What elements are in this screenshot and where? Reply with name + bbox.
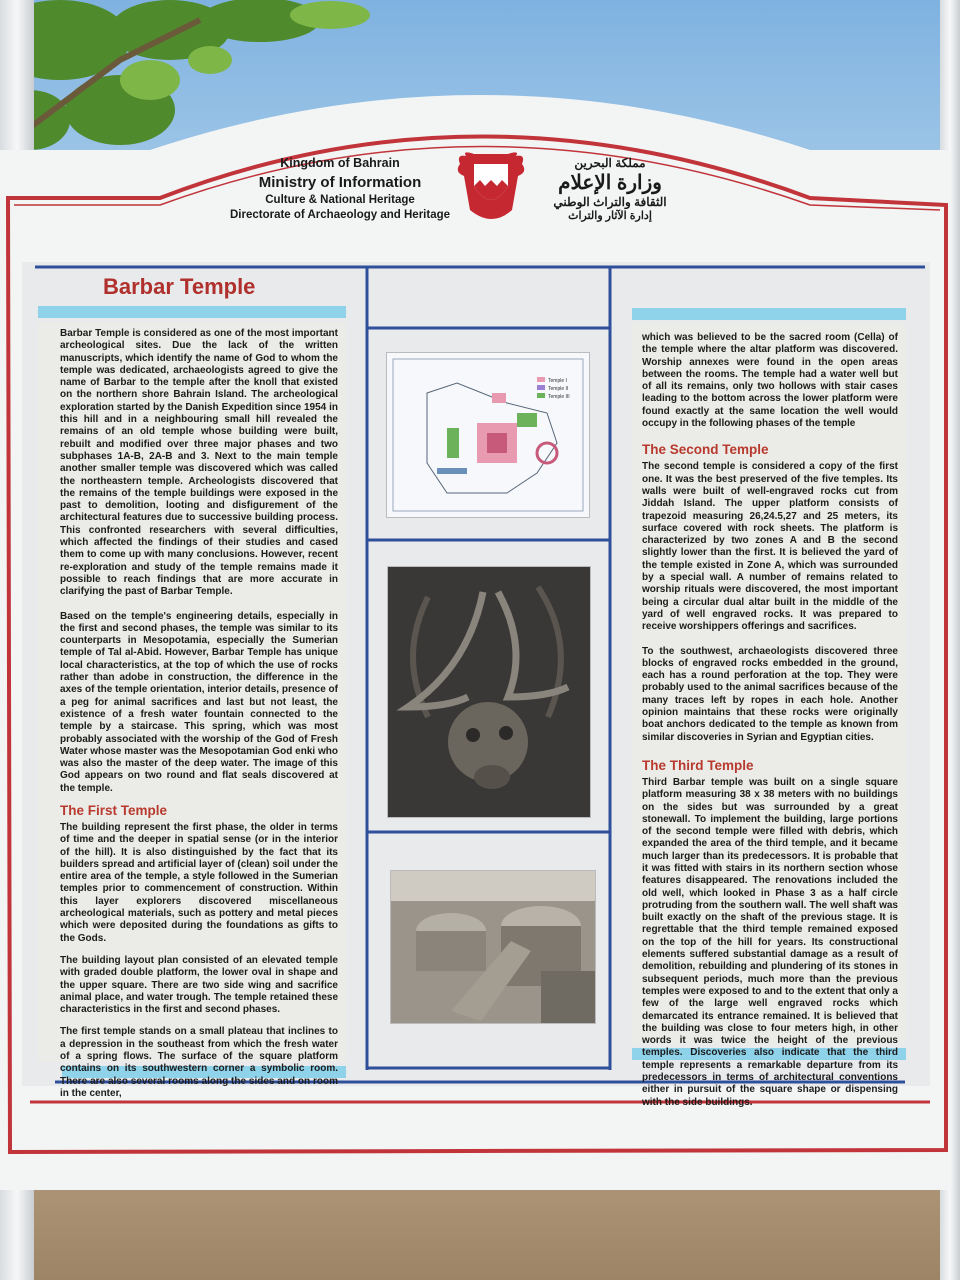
- legend-temple-iii: Temple III: [548, 394, 570, 400]
- intro-paragraph: Barbar Temple is considered as one of the most important archeological sites. Due the lack of the written manuscripts, which identify the name of God to whom the temple was dedicated, archaeologists agreed to give the name of Barbar to the temple after the knoll that existed on the northern shore Bahrain Island. The archeological exploration started by the Danish Expedition since 1954 in this hill and in a neighbouring small hill revealed the remains of an old temple whose building were built, rebuilt and modified over three major phases and two subphases 1A-B, 2A-B and 3. Next to the main temple another smaller temple was discovered which was called the northeastern temple. Archeologists discovered that the remains of the temple buildings were exposed in the past to demolition, looting and disfigurement of the architectural features due to successive building process. This confronted researchers with several difficulties, which affected the findings of their studies and cased them to come up with many conclusions. However, recent re-exploration and study of the temple remains made it possible to reach findings that are more accurate in clarifying the past of Barbar Temple.: [60, 328, 338, 598]
- site-plan-drawing: [387, 353, 589, 517]
- first-temple-heading: The First Temple: [60, 802, 168, 818]
- accent-bar: [38, 306, 346, 318]
- header-kingdom: Kingdom of Bahrain: [280, 156, 400, 170]
- cella-paragraph: which was believed to be the sacred room (Cella) of the temple where the altar platform was discovered. Worship annexes were found in the open areas between the rooms. The temple had a water well but of all its remains, only two hollows with stair cases leading to the bottom across the lower platform were found exactly at the same location the well would occupy in the following phases of the temple: [642, 332, 898, 430]
- header-en: [220, 156, 460, 221]
- third-temple-heading: The Third Temple: [642, 757, 754, 773]
- right-text-panel: [632, 324, 906, 1108]
- bull-head-photo: [387, 566, 591, 818]
- header-ar: [530, 156, 690, 222]
- accent-bar: [632, 308, 906, 320]
- left-text-panel: [38, 322, 346, 1099]
- header-ar-culture: الثقافة والتراث الوطني: [553, 195, 667, 209]
- page-title: Barbar Temple: [103, 274, 256, 299]
- bahrain-emblem: [452, 150, 530, 230]
- second-temple-heading: The Second Temple: [642, 442, 769, 458]
- first-temple-p2: The building layout plan consisted of an elevated temple with graded double platform, the lower oval in shape and the upper square. There are two side wing and sacrifice animal place, and water trough. The temple retained these characteristics in the first and second phases.: [60, 954, 338, 1016]
- site-plan-image: [386, 352, 590, 518]
- legend-temple-ii: Temple II: [548, 386, 569, 392]
- second-temple-p2: To the southwest, archaeologists discovered three blocks of engraved rocks embedded in the ground, each has a round perforation at the top. They were probably used to the animal sacrifices because of the many traces left by ropes in each hole. Another opinion maintains that these rocks were originally boat anchors dedicated to the temple as known from similar discoveries in Syrian and Egyptian cities.: [642, 645, 898, 743]
- excavation-drawing: [391, 871, 595, 1023]
- bull-head-drawing: [388, 567, 590, 817]
- legend-temple-i: Temple I: [548, 378, 567, 384]
- first-temple-p1: The building represent the first phase, the older in terms of time and the deeper in spatial sense (or in the interior of the hill). It is also distinguished by the fact that its builders spread and artificial layer of (clean) soil under the entire area of the temple, a style followed in the Sumerian temples prior to commencement of construction. Within this layer explorers discovered miscellaneous archeological materials, such as pottery and metal pieces which were deposited during the foundations as gifts to the Gods.: [60, 821, 338, 944]
- header-directorate: Directorate of Archaeology and Heritage: [229, 209, 451, 221]
- third-temple-p1: Third Barbar temple was built on a single square platform measuring 38 x 38 meters with no buildings on the sides but was surrounded by a great stonewall. To implement the building, large portions of the second temple were filled with debris, which expanded the area of the third temple, and it became much larger than its predecessors. It is probable that it was fitted with stairs in its northern section whose features disappeared. The renovations included the old well, which looked in Phase 3 as a half circle protruding from the southern wall. The well shaft was built exactly on the shaft of the previous stage. It is regrettable that the third temple remained exposed on the top of the hill for years. Its constructional elements suffered substantial damage as a result of demolition, rebuilding and plundering of its stones in subsequent periods, much more than the previous temples were exposed to and to the extent that only a few of the large well engraved rocks which demarcated its entrance remained. It is believed that the building was close to four meters high, in other words it was twice the height of the previous temples. Discoveries also indicate that the third temple represents a remarkable departure from its predecessors in terms of architectural conventions either in pursuit of the square shape or dispensing with the side buildings.: [642, 776, 898, 1108]
- header-ar-kingdom: مملكة البحرين: [574, 156, 646, 170]
- header-ministry: Ministry of Information: [258, 174, 422, 191]
- header-ar-directorate: إدارة الآثار والتراث: [568, 210, 652, 222]
- engineering-paragraph: Based on the temple's engineering details, especially in the first and second phases, the temple was similar to its counterparts in Mesopotamia, especially the Sumerian temple of Tal al-Abid. However, Barbar Temple has unique local characteristics, at the top of which the use of rocks rather than adobe in construction, the difference in the axes of the temple orientation, interior details, presence of a peg for animal sacrifices and last but not least, the existence of a fresh water fountain connected to the temple by a staircase. This spring, which was most probably associated with the worship of the God of Fresh Water whose master was the Mesopotamian God enki who was also the master of the deep water. The image of this God appears on two round and flat seals discovered at the temple.: [60, 610, 338, 794]
- header-ar-ministry: وزارة الإعلام: [558, 172, 662, 194]
- header-culture: Culture & National Heritage: [265, 194, 415, 206]
- first-temple-p3: The first temple stands on a small plateau that inclines to a depression in the southeast from which the fresh water of a spring flows. The surface of the square platform contains on its southwestern corner a symbolic room. There are also several rooms along the sides and on room in the center,: [60, 1026, 338, 1099]
- excavation-photo: [390, 870, 596, 1024]
- second-temple-p1: The second temple is considered a copy of the first one. It was the best preserved of the five temples. Its walls were built of well-engraved rocks cut from Jiddah Island. The upper platform consists of trapezoid measuring 26,24.5,27 and 25 meters, its surface covered with rock sheets. The platform is characterized by two zones A and B the second slightly lower than the first. It is believed the yard of the temple existed in Zone A, which was surrounded by a special wall. A number of remains related to worship rituals were discovered, the most important being a circular dual altar built in the middle of the yard of well engraved rocks. It was prepared to receive worshippers offerings and sacrifices.: [642, 461, 898, 633]
